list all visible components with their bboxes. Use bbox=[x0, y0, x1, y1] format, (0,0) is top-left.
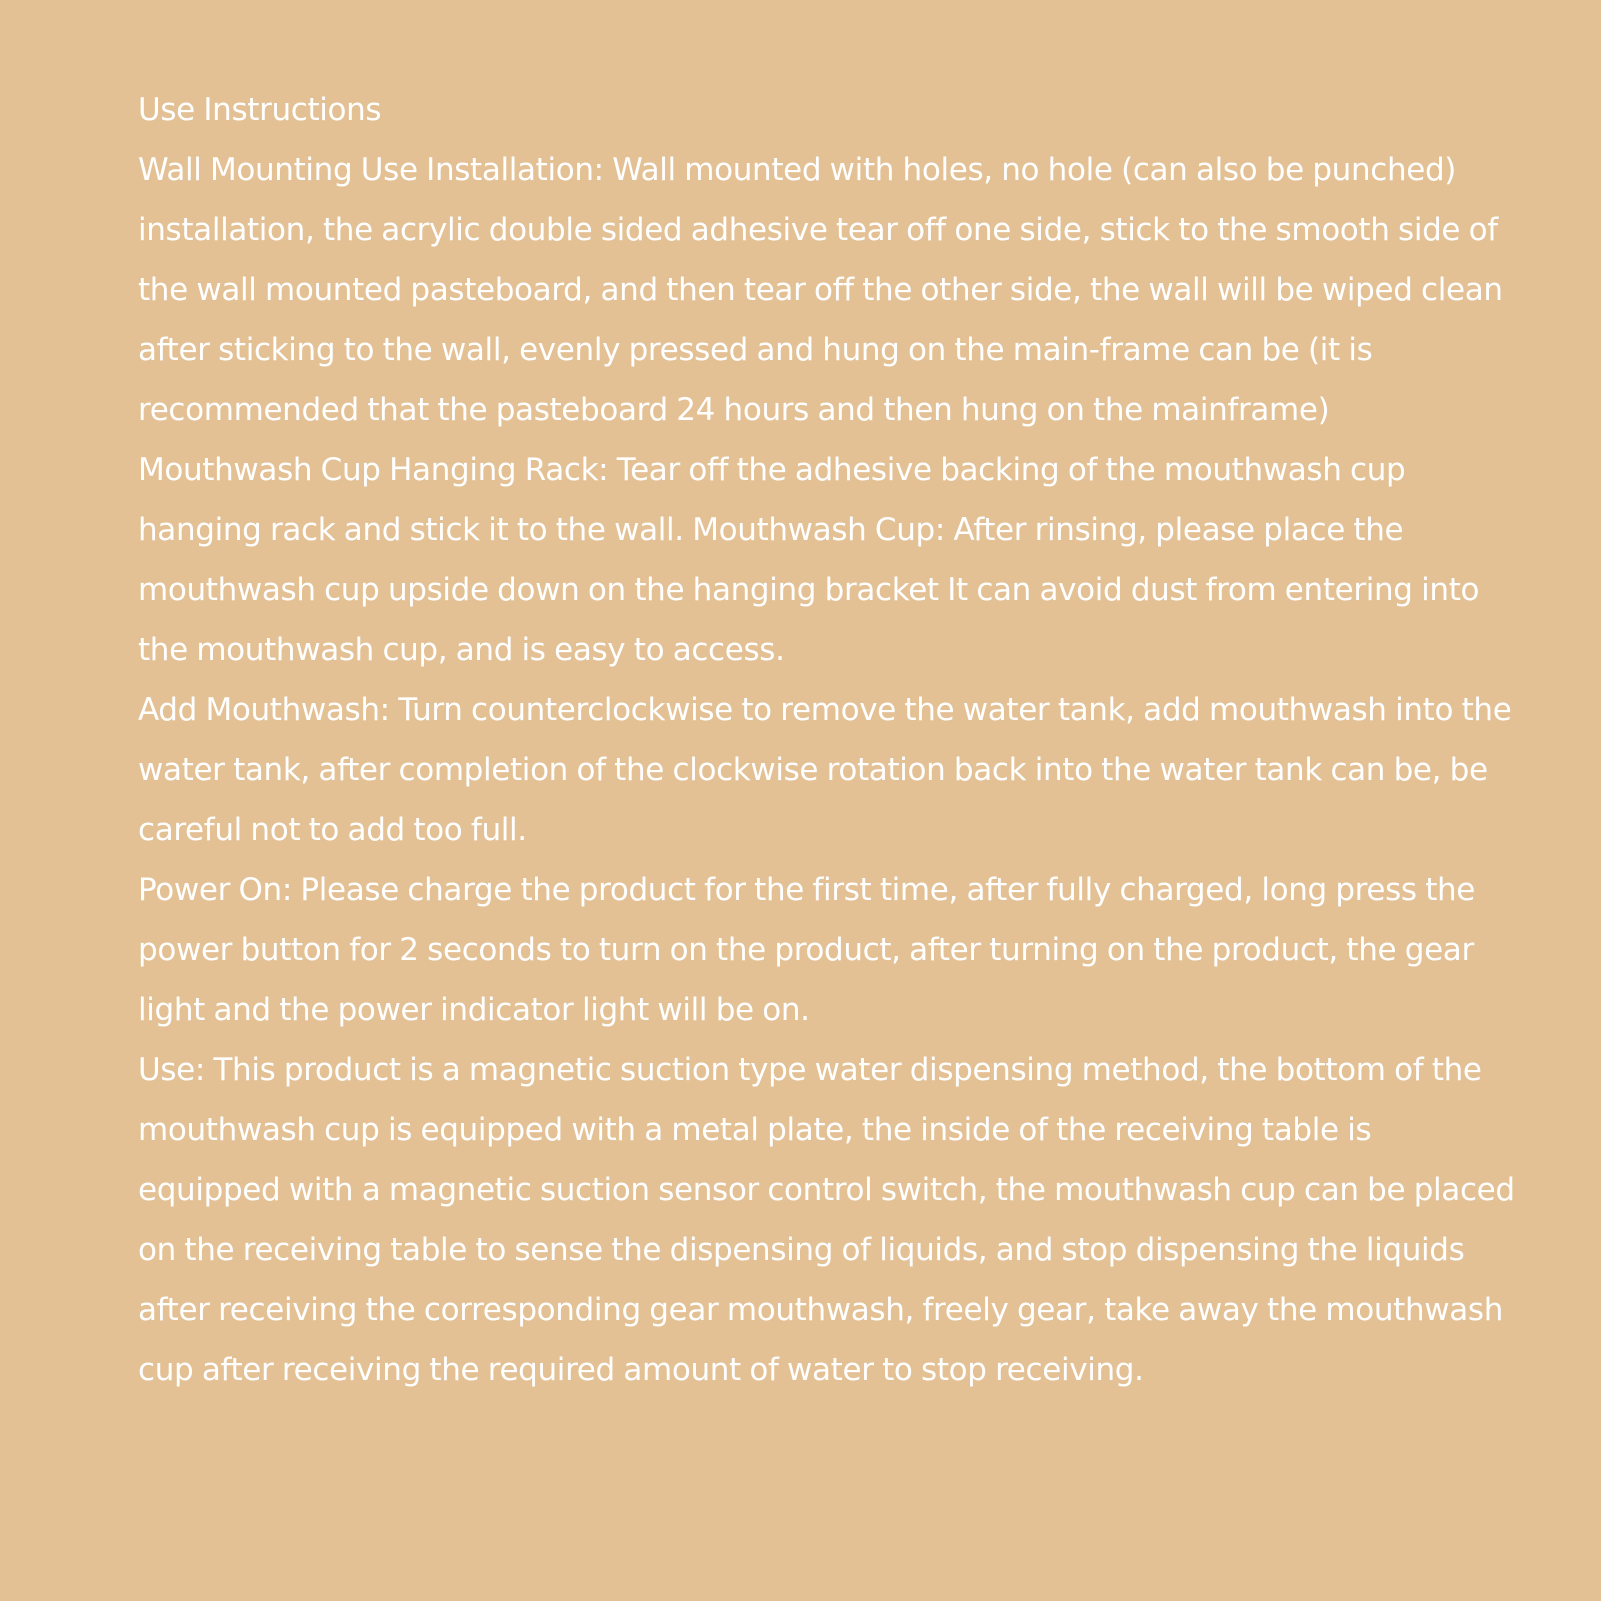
instruction-add-mouthwash: Add Mouthwash: Turn counterclockwise to remove the water tank, add mouthwash into the water tank, after completion of the clockwise rotation back into the water tank can be, be careful not to add too full. bbox=[138, 692, 1512, 848]
instruction-use: Use: This product is a magnetic suction type water dispensing method, the bottom of the mouthwash cup is equipped with a metal plate, the inside of the receiving table is equipped with a magnetic suction sensor control switch, the mouthwash cup can be placed on the receiving table to sense the dispensing of liquids, and stop dispensing the liquids after receiving the corresponding gear mouthwash, freely gear, take away the mouthwash cup after receiving the required amount of water to stop receiving. bbox=[138, 1052, 1515, 1388]
instruction-wall-mounting: Wall Mounting Use Installation: Wall mounted with holes, no hole (can also be punched) installation, the acrylic double sided adhesive tear off one side, stick to the smooth side of the wall mounted pasteboard, and then tear off the other side, the wall will be wiped clean after sticking to the wall, evenly pressed and hung on the main-frame can be (it is recommended that the pasteboard 24 hours and then hung on the mainframe) bbox=[138, 152, 1503, 428]
document-title: Use Instructions bbox=[138, 92, 382, 128]
instruction-power-on: Power On: Please charge the product for the first time, after fully charged, long press the power button for 2 seconds to turn on the product, after turning on the product, the gear light and the power indicator light will be on. bbox=[138, 872, 1476, 1028]
instruction-hanging-rack: Mouthwash Cup Hanging Rack: Tear off the adhesive backing of the mouthwash cup hanging rack and stick it to the wall. Mouthwash Cup: After rinsing, please place the mouthwash cup upside down on the hanging bracket It can avoid dust from entering into the mouthwash cup, and is easy to access. bbox=[138, 452, 1480, 668]
